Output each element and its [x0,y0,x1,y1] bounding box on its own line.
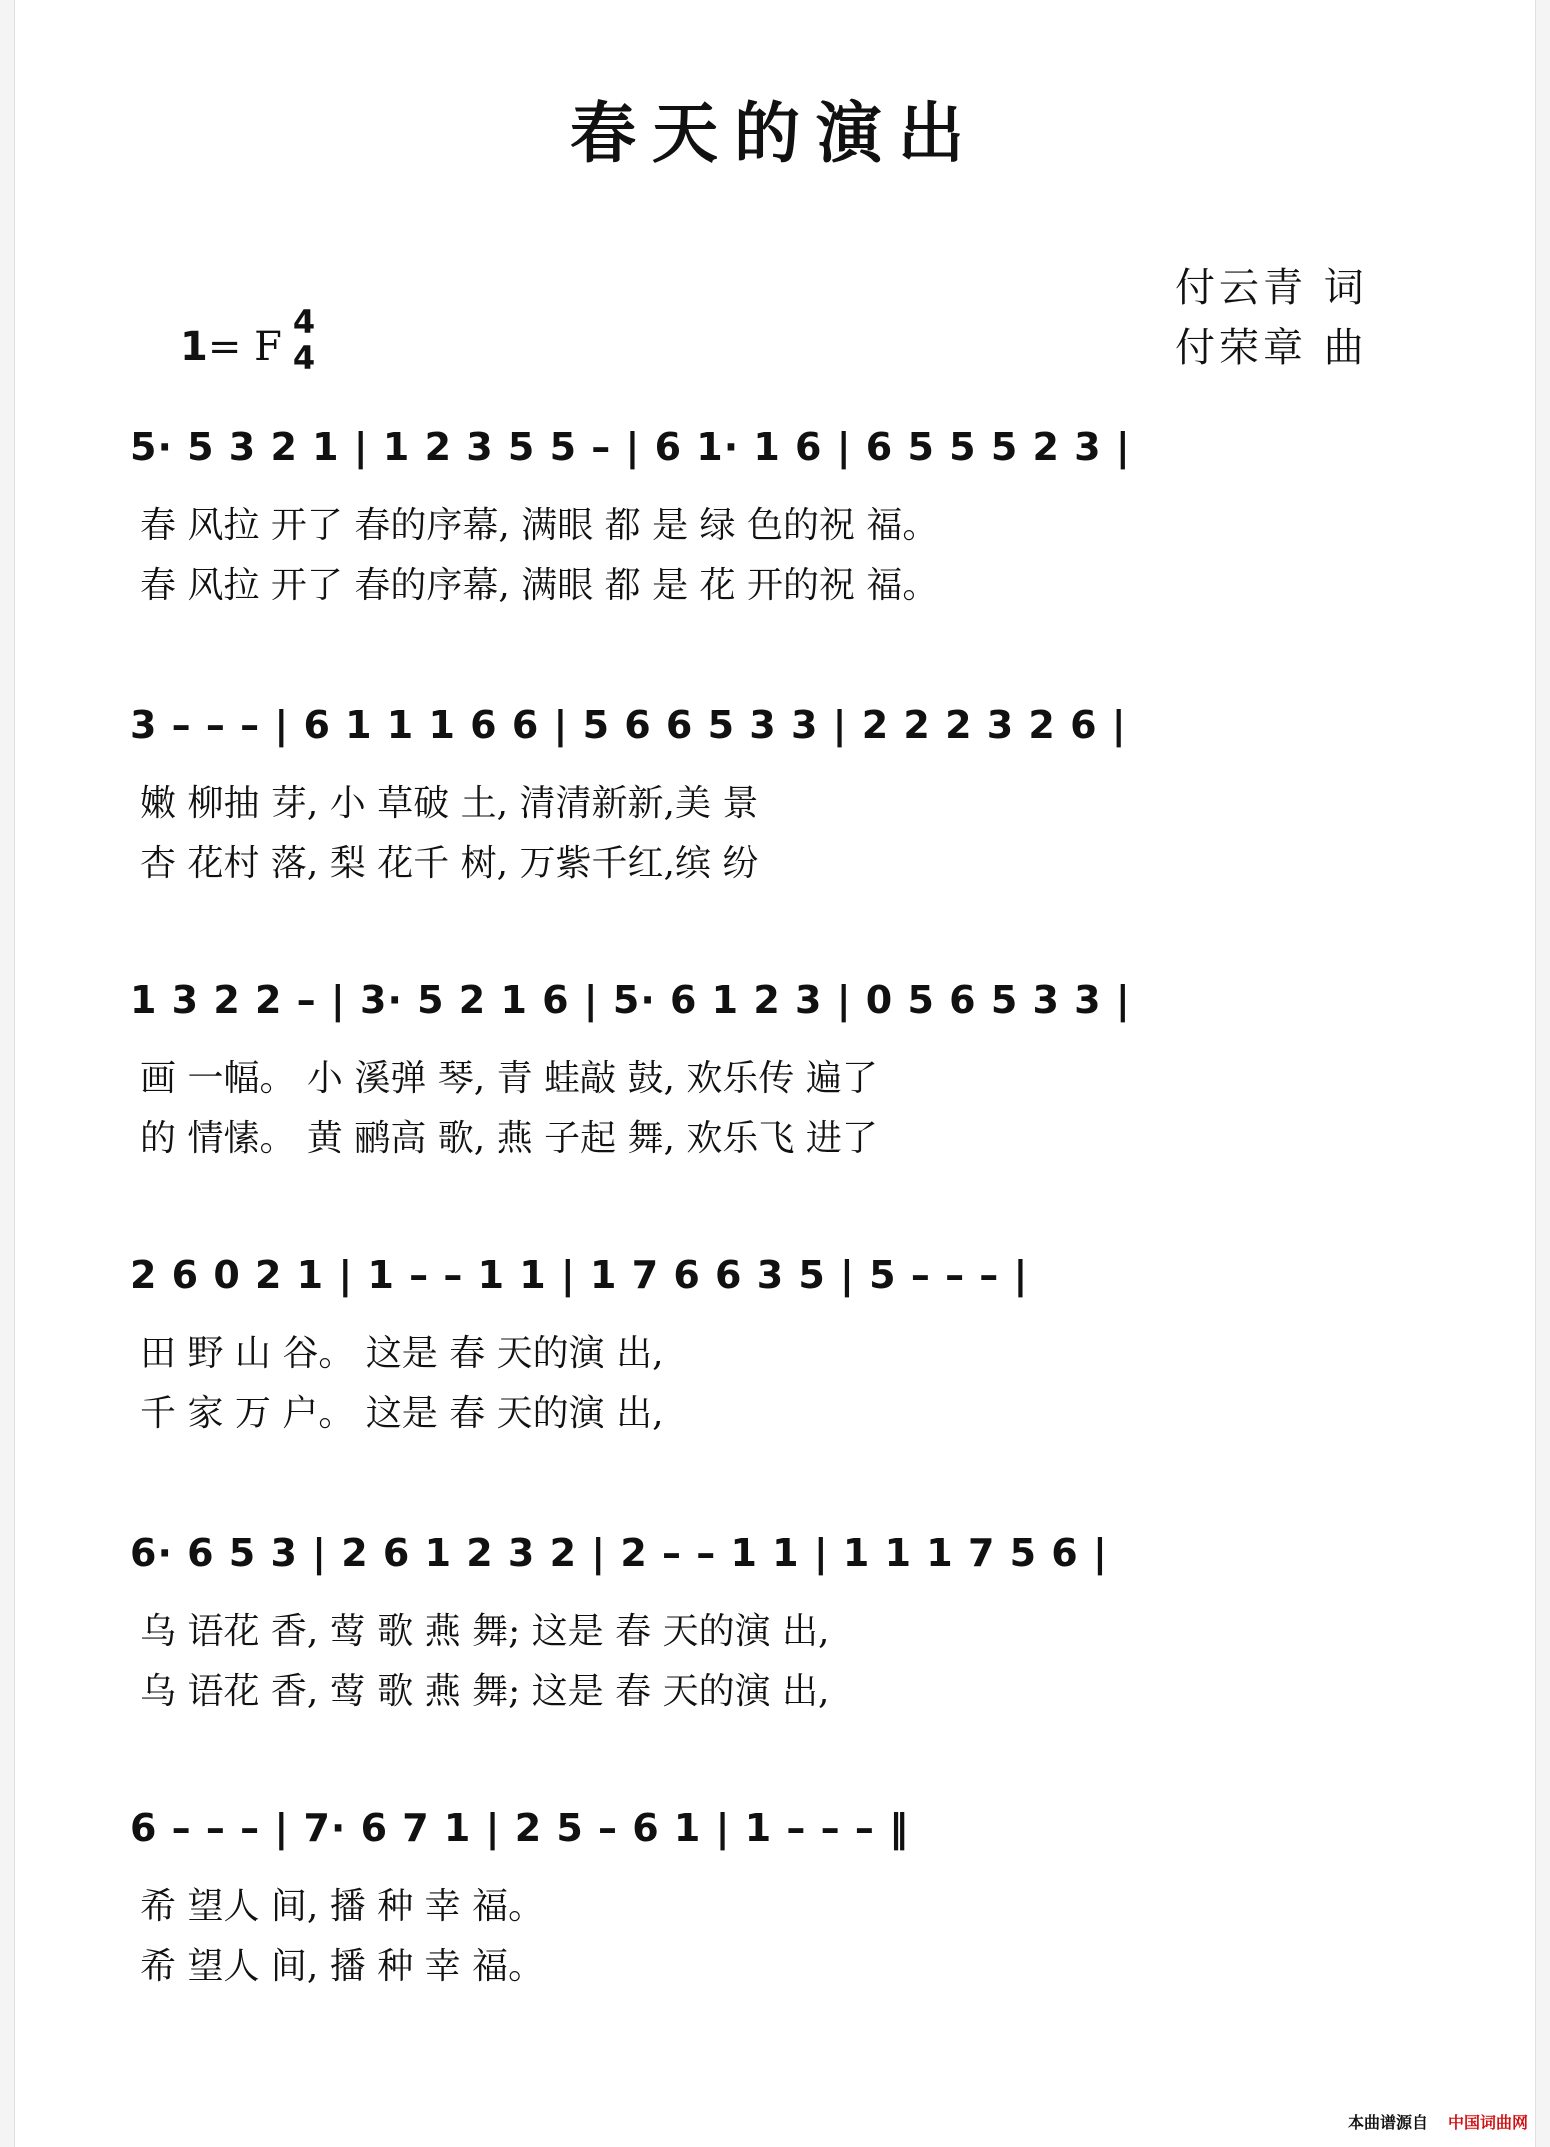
notation-line: 5· 5 3 2 1 | 1 2 3 5 5 – | 6 1· 1 6 | 6 5 5 5 2 3 | [130,425,1131,469]
time-signature-bottom: 4 [292,339,316,377]
lyricist-credit: 付云青 词 [1175,265,1368,311]
lyric-verse-1: 乌 语花 香, 莺 歌 燕 舞; 这是 春 天的演 出, [140,1611,830,1652]
source-label: 本曲谱源自 [1347,2113,1428,2132]
lyric-verse-2: 春 风拉 开了 春的序幕, 满眼 都 是 花 开的祝 福。 [140,565,939,606]
composer-credit: 付荣章 曲 [1175,325,1368,371]
lyric-verse-2: 乌 语花 香, 莺 歌 燕 舞; 这是 春 天的演 出, [140,1671,830,1712]
source-credit [1348,2110,1528,2133]
time-signature [286,304,322,376]
right-watermark-strip [1535,0,1550,2147]
lyric-verse-1: 嫩 柳抽 芽, 小 草破 土, 清清新新,美 景 [140,783,759,824]
left-watermark-strip [0,0,15,2147]
lyric-verse-2: 希 望人 间, 播 种 幸 福。 [140,1946,545,1987]
key-tonic: 1 [180,324,208,370]
key-signature [180,324,282,370]
lyric-verse-1: 田 野 山 谷。 这是 春 天的演 出, [140,1333,664,1374]
lyric-verse-1: 希 望人 间, 播 种 幸 福。 [140,1886,545,1927]
lyric-verse-2: 杏 花村 落, 梨 花千 树, 万紫千红,缤 纷 [140,843,759,884]
notation-line: 3 – – – | 6 1 1 1 6 6 | 5 6 6 5 3 3 | 2 2 2 3 2 6 | [130,703,1127,747]
notation-line: 2 6 0 2 1 | 1 – – 1 1 | 1 7 6 6 3 5 | 5 – – – | [130,1253,1029,1297]
song-title: 春天的演出 [570,94,980,172]
key-name: = F [207,324,282,370]
lyric-verse-2: 千 家 万 户。 这是 春 天的演 出, [140,1393,664,1434]
lyric-verse-1: 画 一幅。 小 溪弹 琴, 青 蛙敲 鼓, 欢乐传 遍了 [140,1058,878,1099]
notation-line: 6· 6 5 3 | 2 6 1 2 3 2 | 2 – – 1 1 | 1 1 1 7 5 6 | [130,1531,1108,1575]
lyric-verse-2: 的 情愫。 黄 鹂高 歌, 燕 子起 舞, 欢乐飞 进了 [140,1118,878,1159]
lyric-verse-1: 春 风拉 开了 春的序幕, 满眼 都 是 绿 色的祝 福。 [140,505,939,546]
notation-line: 6 – – – | 7· 6 7 1 | 2 5 – 6 1 | 1 – – – ‖ [130,1806,910,1850]
time-signature-top: 4 [292,303,316,341]
source-site-link[interactable]: 中国词曲网 [1447,2113,1528,2132]
notation-line: 1 3 2 2 – | 3· 5 2 1 6 | 5· 6 1 2 3 | 0 5 6 5 3 3 | [130,978,1131,1022]
